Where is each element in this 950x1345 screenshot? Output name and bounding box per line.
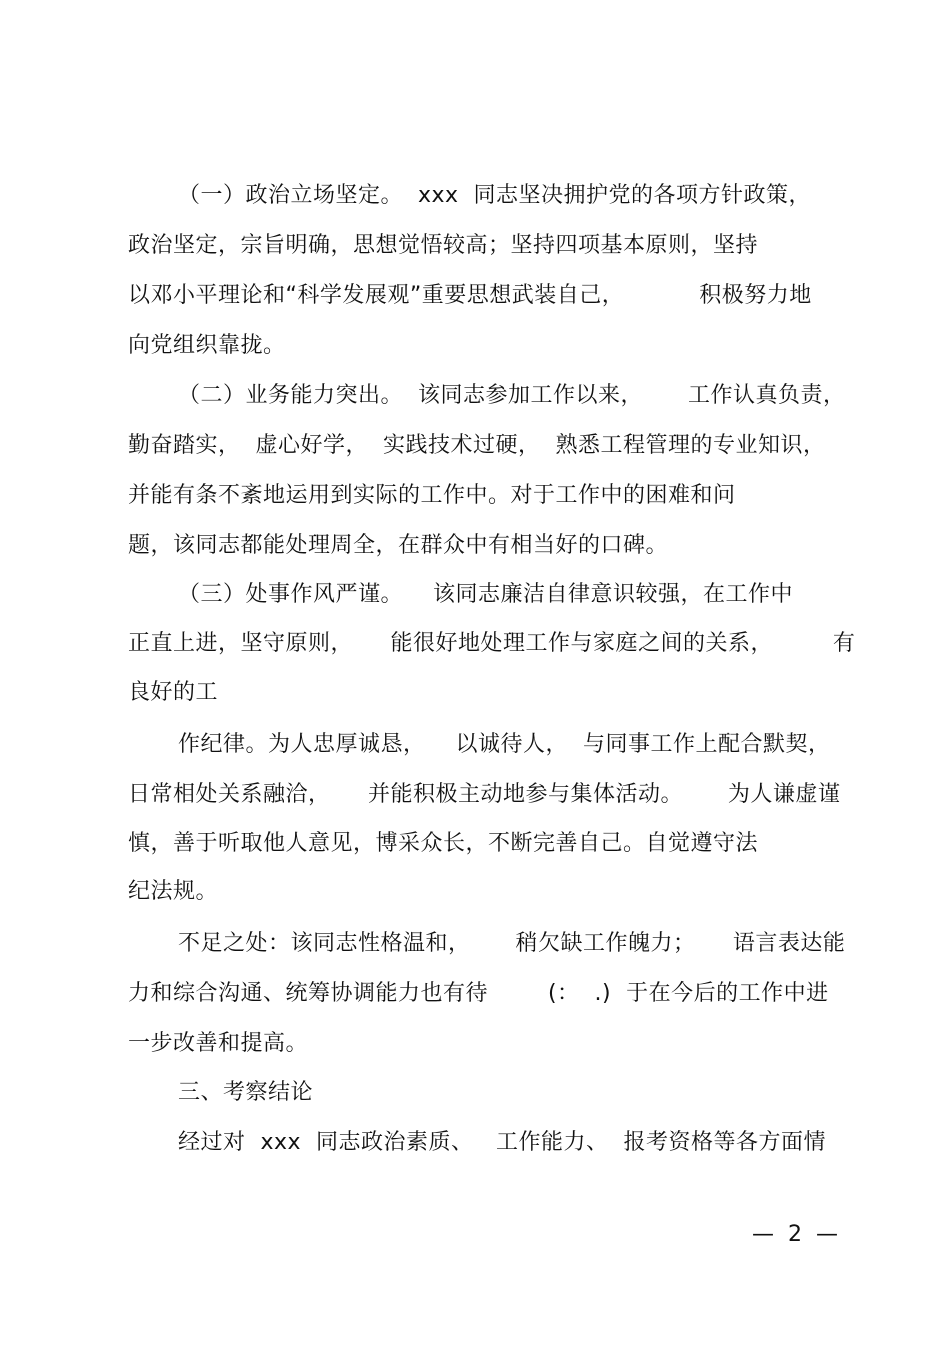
paragraph-line: 纪法规。 (128, 879, 219, 904)
paragraph-line: 并能有条不紊地运用到实际的工作中。对于工作中的困难和问 (128, 483, 736, 508)
paragraph-line: 以邓小平理论和“科学发展观”重要思想武装自己， 积极努力地 (128, 283, 812, 308)
paragraph-line: 良好的工 (128, 680, 219, 705)
section-heading: 三、考察结论 (178, 1080, 314, 1105)
paragraph-line: 正直上进，坚守原则， 能很好地处理工作与家庭之间的关系， 有 (128, 631, 856, 656)
paragraph-line: 经过对 xxx 同志政治素质、 工作能力、 报考资格等各方面情 (178, 1130, 826, 1155)
paragraph-line: 一步改善和提高。 (128, 1031, 309, 1056)
paragraph-line: （一）政治立场坚定。 xxx 同志坚决拥护党的各项方针政策， (178, 183, 812, 208)
paragraph-line: 日常相处关系融洽， 并能积极主动地参与集体活动。 为人谦虚谨 (128, 782, 841, 807)
paragraph-line: 向党组织靠拢。 (128, 333, 286, 358)
paragraph-line: 力和综合沟通、统筹协调能力也有待 (： .) 于在今后的工作中进 (128, 981, 829, 1006)
paragraph-line: 不足之处：该同志性格温和， 稍欠缺工作魄力； 语言表达能 (178, 931, 846, 956)
paragraph-line: 勤奋踏实， 虚心好学， 实践技术过硬， 熟悉工程管理的专业知识， (128, 433, 826, 458)
paragraph-line: 作纪律。为人忠厚诚恳， 以诚待人， 与同事工作上配合默契， (178, 732, 831, 757)
paragraph-line: （二）业务能力突出。 该同志参加工作以来， 工作认真负责， (178, 383, 846, 408)
page-number: — 2 — (752, 1222, 838, 1247)
paragraph-line: 题，该同志都能处理周全，在群众中有相当好的口碑。 (128, 533, 669, 558)
paragraph-line: （三）处事作风严谨。 该同志廉洁自律意识较强，在工作中 (178, 582, 793, 607)
paragraph-line: 政治坚定，宗旨明确，思想觉悟较高；坚持四项基本原则，坚持 (128, 233, 759, 258)
paragraph-line: 慎，善于听取他人意见，博采众长，不断完善自己。自觉遵守法 (128, 831, 759, 856)
